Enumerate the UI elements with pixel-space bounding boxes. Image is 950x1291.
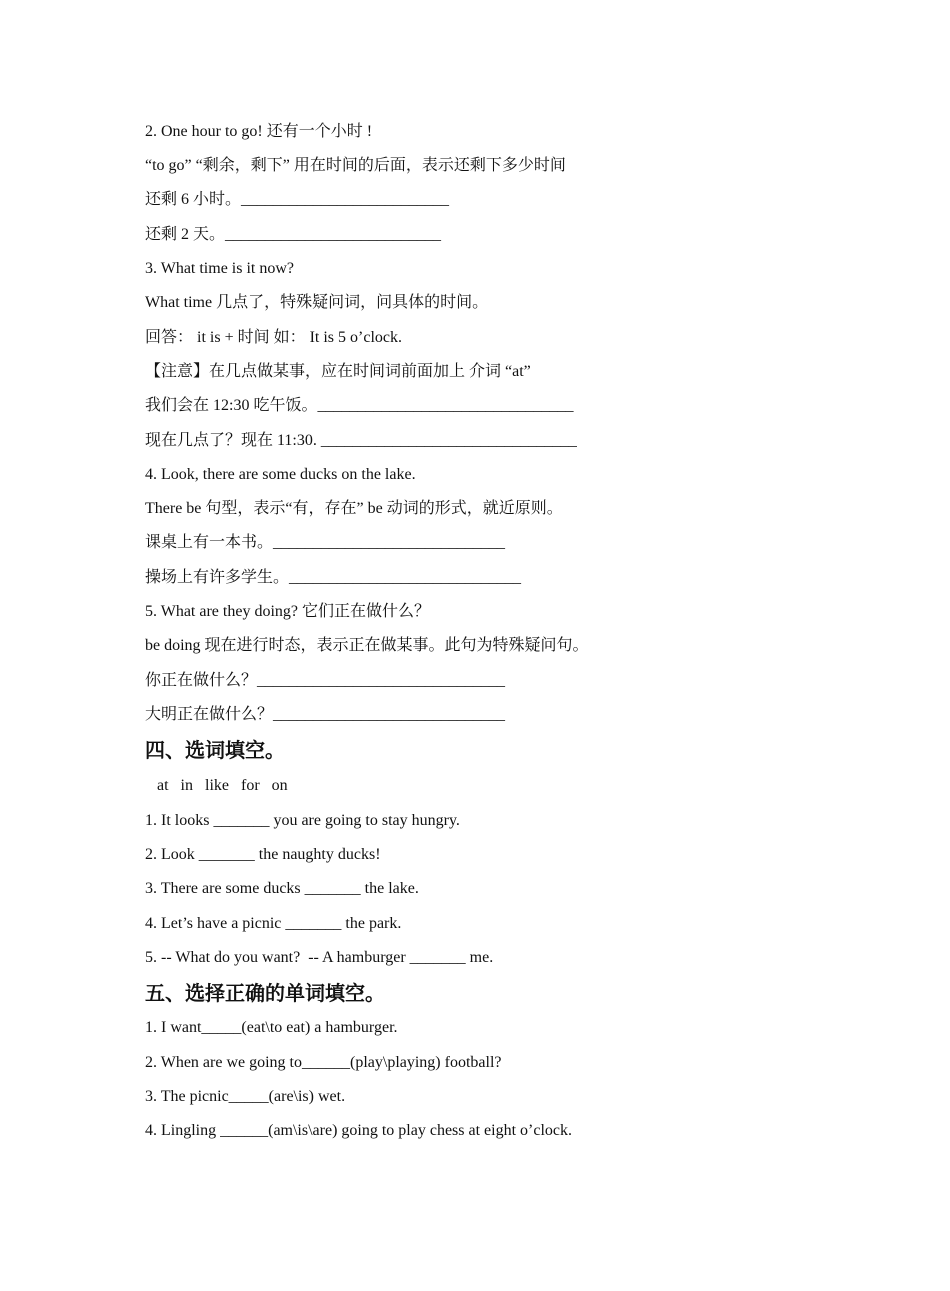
section4-heading: 四、选词填空。	[145, 738, 285, 762]
item2-exercise-1: 还剩 6 小时。__________________________	[145, 191, 450, 208]
item5-exercise-2: 大明正在做什么？_____________________________	[145, 706, 506, 723]
item5-explanation: be doing 现在进行时态，表示正在做某事。此句为特殊疑问句。	[145, 637, 589, 654]
item5-title: 5. What are they doing? 它们正在做什么？	[145, 603, 430, 620]
section5-question-2: 2. When are we going to______(play\playing) football?	[145, 1054, 502, 1071]
item3-explanation: What time 几点了，特殊疑问词，问具体的时间。	[145, 294, 489, 311]
section5-heading: 五、选择正确的单词填空。	[145, 981, 385, 1005]
section5-question-4: 4. Lingling ______(am\is\are) going to play chess at eight o’clock.	[145, 1122, 573, 1139]
section4-question-1: 1. It looks _______ you are going to stay hungry.	[145, 812, 460, 829]
item3-title: 3. What time is it now?	[145, 260, 295, 277]
section4-question-3: 3. There are some ducks _______ the lake.	[145, 880, 419, 897]
section5-question-3: 3. The picnic_____(are\is) wet.	[145, 1088, 346, 1105]
item3-answer: 回答： it is + 时间 如： It is 5 o’clock.	[145, 329, 403, 346]
section4-question-5: 5. -- What do you want? -- A hamburger _______ me.	[145, 949, 494, 966]
item3-exercise-1: 我们会在 12:30 吃午饭。________________________________	[145, 397, 574, 414]
item2-explanation: “to go” “剩余，剩下” 用在时间的后面，表示还剩下多少时间	[145, 157, 566, 174]
item3-exercise-2: 现在几点了？现在 11:30. ________________________________	[145, 432, 577, 449]
item4-exercise-2: 操场上有许多学生。_____________________________	[145, 569, 522, 586]
item4-explanation: There be 句型，表示“有，存在” be 动词的形式，就近原则。	[145, 500, 563, 517]
section4-question-2: 2. Look _______ the naughty ducks!	[145, 846, 381, 863]
item4-exercise-1: 课桌上有一本书。_____________________________	[145, 534, 506, 551]
section4-question-4: 4. Let’s have a picnic _______ the park.	[145, 915, 402, 932]
word-bank: at in like for on	[145, 777, 288, 794]
item2-title: 2. One hour to go! 还有一个小时 !	[145, 123, 373, 140]
section5-question-1: 1. I want_____(eat\to eat) a hamburger.	[145, 1019, 398, 1036]
item4-title: 4. Look, there are some ducks on the lake.	[145, 466, 416, 483]
item3-note: 【注意】在几点做某事，应在时间词前面加上 介词 “at”	[145, 363, 531, 380]
item2-exercise-2: 还剩 2 天。___________________________	[145, 226, 442, 243]
item5-exercise-1: 你正在做什么？_______________________________	[145, 672, 506, 689]
